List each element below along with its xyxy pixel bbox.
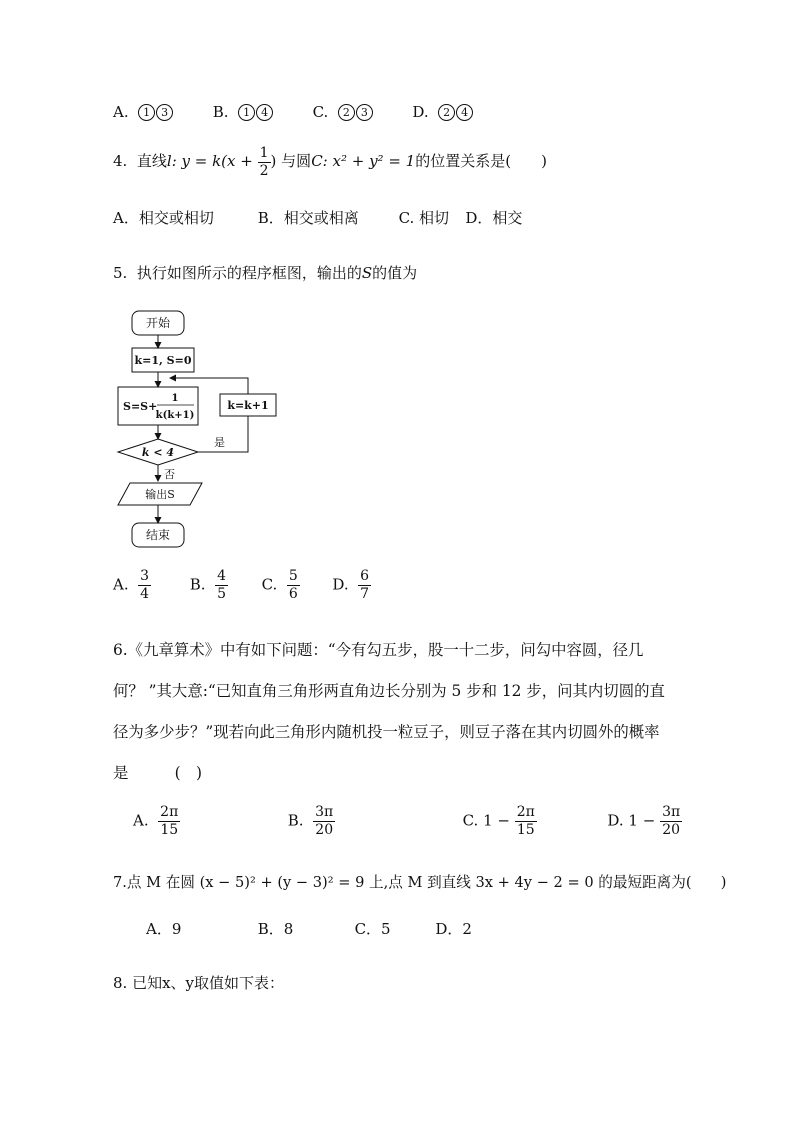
q3-option-d: D. 2 4 (412, 103, 507, 121)
circled-number: 2 (338, 104, 355, 121)
flow-condition-text: k < 4 (141, 446, 175, 459)
q6-option-a: A. $\frac{2\pi}{15}$ (133, 804, 179, 838)
q6-line: 是 ( ) (113, 764, 202, 782)
q7-stem: 7.点 M 在圆 (x − 5)² + (y − 3)² = 9 上,点 M 到直线 3x + 4y − 2 = 0 的最短距离为( ) (113, 874, 727, 891)
flow-no-label: 否 (164, 468, 175, 481)
flow-output-text: 输出S (145, 488, 175, 501)
circled-number: 1 (238, 104, 255, 121)
q7-option-a: A．9 (146, 920, 182, 938)
q3-option-b: B. 1 4 (213, 103, 308, 121)
q6-line: 6.《九章算术》中有如下问题：“今有勾五步，股一十二步，问勾中容圆，径几 (113, 641, 644, 659)
q6-line: 径为多少步？”现若向此三角形内随机投一粒豆子，则豆子落在其内切圆外的概率 (113, 723, 660, 741)
fraction: $\frac{4}{5}$ (217, 568, 227, 602)
q5-option-d: D. $\frac{6}{7}$ (332, 568, 370, 602)
q7-option-c: C．5 (354, 920, 391, 938)
circled-number: 1 (138, 104, 155, 121)
q8-stem: 8. 已知x、y取值如下表： (113, 974, 285, 992)
fraction: $\frac{6}{7}$ (360, 568, 370, 602)
q3-options (113, 103, 507, 121)
q7-options (146, 918, 472, 939)
fraction: $\frac{3\pi}{20}$ (662, 804, 681, 838)
q4-option-a: A．相交或相切 (113, 209, 214, 227)
circled-number: 3 (356, 104, 373, 121)
circled-number: 4 (456, 104, 473, 121)
fraction: $\frac{3\pi}{20}$ (315, 804, 334, 838)
flow-assign-den: k(k+1) (155, 410, 195, 421)
circled-number: 4 (256, 104, 273, 121)
q4-options (113, 207, 522, 228)
circled-number: 2 (438, 104, 455, 121)
q5-option-a: A. $\frac{3}{4}$ (113, 568, 150, 602)
q4-stem: 4. 直线l: y = k(x + $\frac{1}{2}$ ) 与圆C: x² + y² = 1的位置关系是( ) (113, 144, 547, 179)
q5-option-c: C. $\frac{5}{6}$ (261, 568, 298, 602)
fraction: $\frac{3}{4}$ (140, 568, 150, 602)
q6-option-b: B. $\frac{3\pi}{20}$ (287, 804, 334, 838)
q4-option-c: C. 相切 (398, 209, 450, 227)
q6-stem (113, 630, 665, 794)
q5-options (113, 568, 392, 603)
q4-option-b: B．相交或相离 (257, 209, 359, 227)
flowchart (110, 305, 310, 555)
flow-init-text: k=1, S=0 (134, 354, 192, 367)
q6-line: 何？ ”其大意:“已知直角三角形两直角边长分别为 5 步和 12 步，问其内切圆的直 (113, 682, 665, 700)
q3-option-c: C. 2 3 (313, 103, 408, 121)
q5-stem: 5. 执行如图所示的程序框图，输出的S的值为 (113, 264, 418, 282)
q4-option-d: D．相交 (465, 209, 523, 227)
flow-yes-label: 是 (214, 436, 225, 449)
flow-assign-left: S=S+ (123, 400, 158, 413)
q6-option-d: D. 1 − $\frac{3\pi}{20}$ (607, 804, 681, 838)
fraction: $\frac{5}{6}$ (288, 568, 298, 602)
q4-fraction: $\frac{1}{2}$ (259, 144, 269, 179)
flow-increment-text: k=k+1 (227, 399, 269, 412)
q6-option-c: C. 1 − $\frac{2\pi}{15}$ (462, 804, 535, 838)
flow-end-text: 结束 (145, 528, 171, 542)
q7-option-b: B．8 (257, 920, 294, 938)
circled-number: 3 (156, 104, 173, 121)
fraction: $\frac{2\pi}{15}$ (160, 804, 179, 838)
q6-options (133, 804, 682, 839)
flow-assign-num: 1 (171, 393, 179, 404)
q7-option-d: D．2 (435, 920, 472, 938)
fraction: $\frac{2\pi}{15}$ (516, 804, 535, 838)
flow-start-text: 开始 (145, 316, 171, 330)
q3-option-a: A. 1 3 (113, 103, 208, 121)
q5-option-b: B. $\frac{4}{5}$ (189, 568, 227, 602)
